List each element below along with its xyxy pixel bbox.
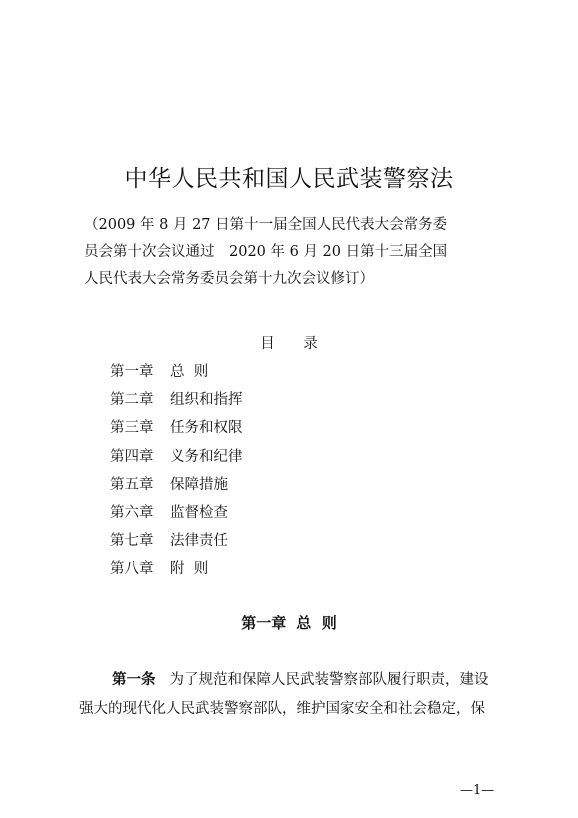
toc-item[interactable]	[110, 386, 243, 414]
toc-chapter-title: 组织和指挥	[170, 392, 243, 409]
toc-chapter-title: 任务和权限	[170, 420, 243, 437]
toc-item[interactable]	[110, 555, 243, 583]
toc-item[interactable]	[110, 443, 243, 471]
article-one	[79, 666, 514, 724]
article-text: 强大的现代化人民武装警察部队，维护国家安全和社会稳定，保	[79, 701, 485, 717]
toc-chapter-number: 第三章	[110, 420, 154, 437]
toc-chapter-number: 第五章	[110, 476, 154, 493]
article-text: 为了规范和保障人民武装警察部队履行职责，建设	[169, 672, 489, 688]
adoption-line: 人民代表大会常务委员会第十九次会议修订）	[84, 271, 374, 287]
article-line	[84, 666, 514, 695]
toc-chapter-number: 第一章	[110, 364, 154, 380]
toc-item[interactable]	[110, 414, 243, 442]
toc-item[interactable]	[110, 527, 243, 555]
toc-chapter-number: 第六章	[110, 505, 154, 522]
toc-heading-left: 目	[260, 336, 275, 352]
article-label: 第一条	[112, 672, 156, 688]
adoption-line: 员会第十次会议通过 2020 年 6 月 20 日第十三届全国	[84, 244, 448, 260]
toc-chapter-title: 监督检查	[170, 505, 228, 522]
chapter-title: 总 则	[296, 614, 337, 632]
chapter-number: 第一章	[241, 614, 287, 632]
article-line	[79, 695, 514, 724]
toc-chapter-title: 义务和纪律	[170, 448, 243, 465]
toc-chapter-title: 法律责任	[170, 533, 228, 550]
toc-item[interactable]	[110, 499, 243, 527]
toc-chapter-title: 附 则	[170, 561, 209, 578]
table-of-contents	[110, 358, 243, 584]
toc-heading-right: 录	[303, 336, 318, 352]
page-number: —1—	[460, 783, 495, 798]
toc-item[interactable]	[110, 471, 243, 499]
toc-chapter-title: 保障措施	[170, 476, 228, 493]
toc-item[interactable]	[110, 358, 243, 386]
toc-chapter-number: 第二章	[110, 392, 154, 409]
adoption-note	[84, 212, 504, 293]
toc-chapter-number: 第四章	[110, 448, 154, 465]
toc-chapter-number: 第七章	[110, 533, 154, 550]
toc-chapter-title: 总 则	[170, 364, 209, 380]
adoption-line: （2009 年 8 月 27 日第十一届全国人民代表大会常务委	[84, 217, 448, 233]
law-title: 中华人民共和国人民武装警察法	[124, 166, 454, 192]
toc-chapter-number: 第八章	[110, 561, 154, 578]
toc-heading	[0, 332, 578, 353]
chapter-heading	[0, 612, 578, 633]
